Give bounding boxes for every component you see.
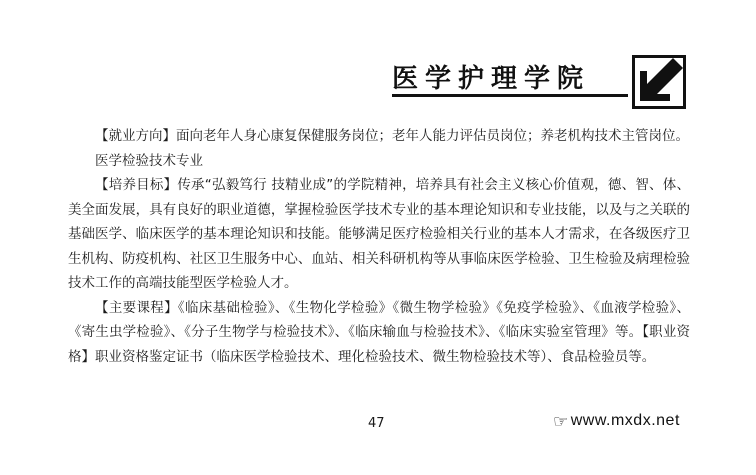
- major-title: 医学检验技术专业: [95, 152, 203, 169]
- arrow-down-left-icon: [632, 55, 686, 109]
- training-goal-paragraph: 【培养目标】传承“弘毅笃行 技精业成”的学院精神，培养具有社会主义核心价值观，德、智、体、美全面发展，具有良好的职业道德，掌握检验医学技术专业的基本理论知识和专业技能，以及与之关联的基础医学、临床医学的基本理论知识和技能。能够满足医疗检验相关行业的基本人才需求，在各级医疗卫生机构、防疫机构、社区卫生服务中心、血站、相关科研机构等从事临床医学检验、卫生检验及病理检验技术工作的高端技能型医学检验人才。: [68, 177, 690, 291]
- main-content: [68, 124, 690, 369]
- website-link[interactable]: [553, 412, 680, 430]
- pointing-hand-icon: ☞: [553, 411, 569, 431]
- employment-paragraph: 【就业方向】面向老年人身心康复保健服务岗位；老年人能力评估员岗位；养老机构技术主管岗位。: [95, 128, 689, 144]
- header-rule: [392, 94, 628, 97]
- courses-paragraph: 【主要课程】《临床基础检验》、《生物化学检验》《微生物学检验》《免疫学检验》、《血液学检验》、《寄生虫学检验》、《分子生物学与检验技术》、《临床输血与检验技术》、《临床实验室管理》等。【职业资格】职业资格鉴定证书（临床医学检验技术、理化检验技术、微生物检验技术等）、食品检验员等。: [68, 299, 690, 365]
- website-url[interactable]: www.mxdx.net: [570, 412, 680, 429]
- college-title: 医学护理学院: [392, 64, 591, 94]
- page-number: 47: [368, 416, 385, 431]
